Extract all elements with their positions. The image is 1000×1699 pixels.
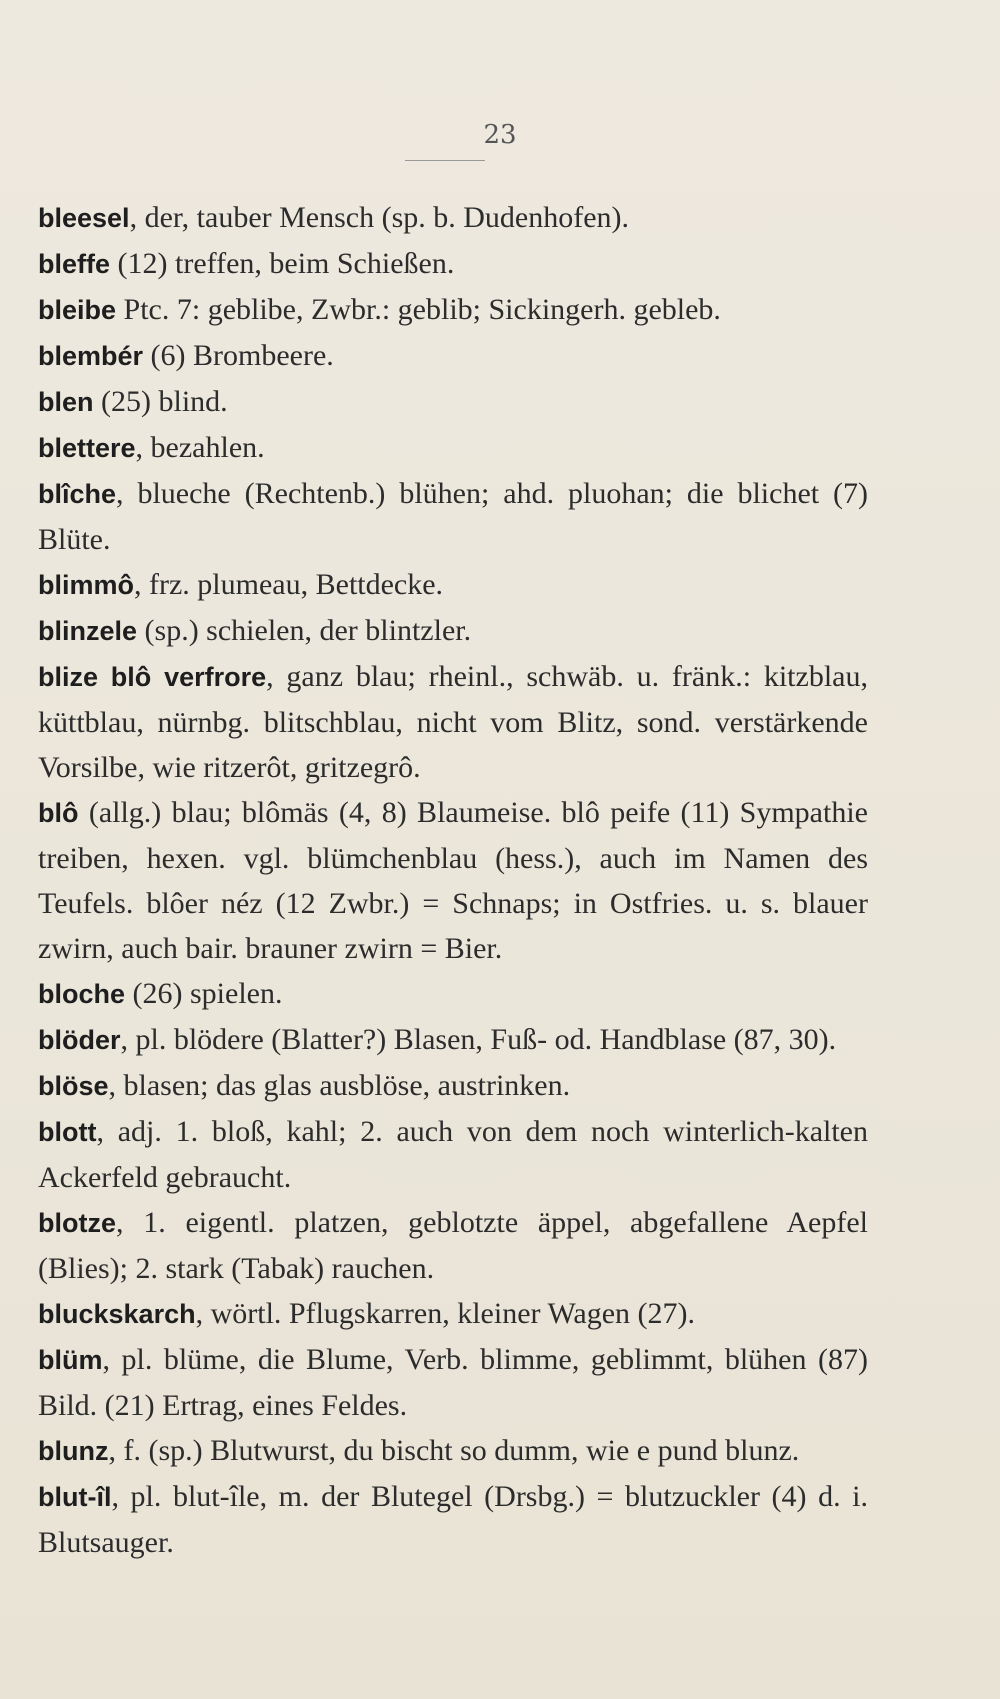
entry-headword: blize blô verfrore	[38, 662, 267, 692]
dictionary-entry	[38, 1291, 868, 1337]
entry-headword: bluckskarch	[38, 1299, 196, 1329]
entry-definition: , ganz blau; rheinl., schwäb. u. fränk.: kitzblau, küttblau, nürnbg. blitschblau, nicht vom Blitz, sond. verstärkende Vorsilbe, wie ritzerôt, gritzegrô.	[38, 660, 868, 784]
page-number-rule	[405, 160, 485, 161]
entry-headword: blîche	[38, 479, 117, 509]
entry-definition: , pl. blüme, die Blume, Verb. blimme, geblimmt, blühen (87) Bild. (21) Ertrag, eines Feldes.	[38, 1343, 868, 1422]
dictionary-entry	[38, 333, 868, 379]
entry-headword: blimmô	[38, 570, 135, 600]
entry-definition: , blueche (Rechtenb.) blühen; ahd. pluohan; die blichet (7) Blüte.	[38, 477, 868, 556]
entry-definition: , adj. 1. bloß, kahl; 2. auch von dem noch winterlich-kalten Ackerfeld gebraucht.	[38, 1115, 868, 1194]
page-number: 23	[483, 120, 517, 150]
entry-headword: blüm	[38, 1345, 103, 1375]
entry-definition: , pl. blut-île, m. der Blutegel (Drsbg.) = blutzuckler (4) d. i. Blutsauger.	[38, 1480, 868, 1559]
entry-headword: bleibe	[38, 295, 117, 325]
dictionary-entry	[38, 379, 868, 425]
entry-definition: , pl. blödere (Blatter?) Blasen, Fuß- od. Handblase (87, 30).	[120, 1023, 837, 1056]
entry-definition: , 1. eigentl. platzen, geblotzte äppel, abgefallene Aepfel (Blies); 2. stark (Tabak) rauchen.	[38, 1206, 868, 1285]
dictionary-entry	[38, 608, 868, 654]
dictionary-entries	[38, 195, 868, 1565]
dictionary-entry	[38, 1109, 868, 1200]
dictionary-entry	[38, 790, 868, 971]
entry-headword: blembér	[38, 341, 144, 371]
entry-definition: (12) treffen, beim Schießen.	[110, 247, 455, 280]
entry-headword: blettere	[38, 433, 136, 463]
dictionary-entry	[38, 1017, 868, 1063]
entry-headword: blô	[38, 798, 79, 828]
dictionary-entry	[38, 241, 868, 287]
entry-definition: , der, tauber Mensch (sp. b. Dudenhofen).	[129, 201, 630, 234]
entry-definition: , frz. plumeau, Bettdecke.	[134, 568, 444, 601]
dictionary-entry	[38, 287, 868, 333]
entry-definition: , wörtl. Pflugskarren, kleiner Wagen (27).	[195, 1297, 695, 1330]
entry-definition: (allg.) blau; blômäs (4, 8) Blaumeise. blô peife (11) Sympathie treiben, hexen. vgl. blümchenblau (hess.), auch im Namen des Teufels. blôer néz (12 Zwbr.) = Schnaps; in Ostfries. u. s. blauer zwirn, auch bair. brauner zwirn = Bier.	[38, 796, 868, 965]
dictionary-entry	[38, 1474, 868, 1565]
dictionary-entry	[38, 471, 868, 562]
dictionary-entry	[38, 425, 868, 471]
entry-headword: bleesel	[38, 203, 130, 233]
entry-headword: bloche	[38, 979, 126, 1009]
dictionary-entry	[38, 1428, 868, 1474]
entry-headword: blöder	[38, 1025, 121, 1055]
entry-headword: blotze	[38, 1208, 116, 1238]
dictionary-entry	[38, 1063, 868, 1109]
entry-definition: (sp.) schielen, der blintzler.	[137, 614, 472, 647]
entry-definition: (25) blind.	[93, 385, 228, 418]
entry-headword: blöse	[38, 1071, 109, 1101]
entry-definition: (6) Brombeere.	[143, 339, 334, 372]
entry-definition: , blasen; das glas ausblöse, austrinken.	[108, 1069, 571, 1102]
entry-definition: Ptc. 7: geblibe, Zwbr.: geblib; Sickingerh. gebleb.	[116, 293, 721, 326]
entry-headword: bleffe	[38, 249, 111, 279]
dictionary-entry	[38, 971, 868, 1017]
dictionary-entry	[38, 195, 868, 241]
dictionary-entry	[38, 1337, 868, 1428]
entry-definition: , f. (sp.) Blutwurst, du bischt so dumm, wie e pund blunz.	[108, 1434, 800, 1467]
entry-definition: (26) spielen.	[125, 977, 283, 1010]
entry-headword: blen	[38, 387, 94, 417]
entry-headword: blunz	[38, 1436, 109, 1466]
entry-headword: blinzele	[38, 616, 138, 646]
entry-headword: blut-îl	[38, 1482, 112, 1512]
entry-definition: , bezahlen.	[135, 431, 265, 464]
dictionary-entry	[38, 1200, 868, 1291]
dictionary-entry	[38, 562, 868, 608]
dictionary-entry	[38, 654, 868, 790]
entry-headword: blott	[38, 1117, 97, 1147]
